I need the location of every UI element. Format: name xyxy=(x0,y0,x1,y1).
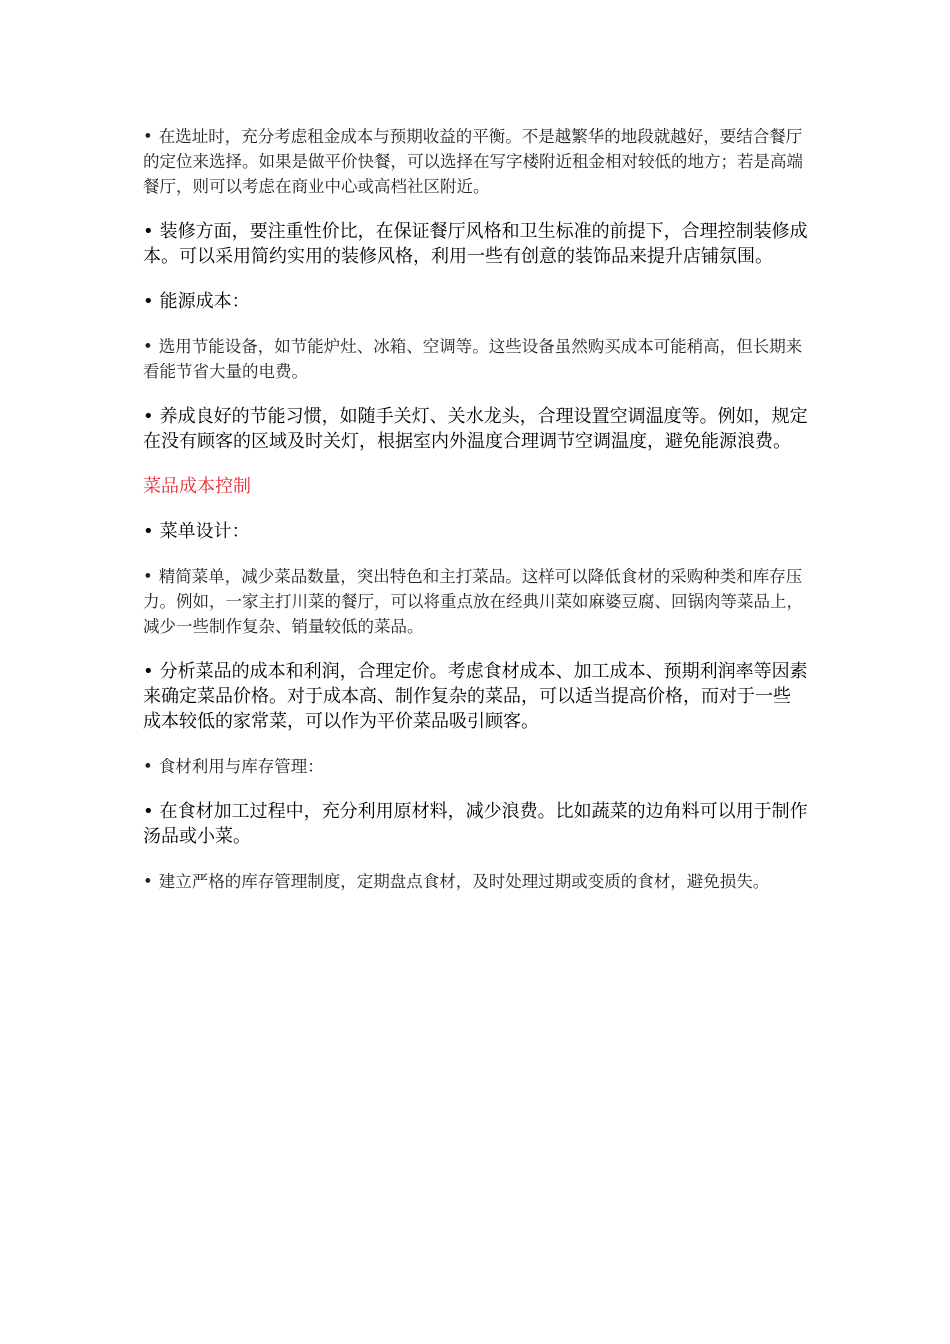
paragraph-inventory-title xyxy=(143,754,808,779)
bullet-marker: • xyxy=(143,801,154,822)
paragraph-text: 能源成本： xyxy=(159,291,250,312)
paragraph-text: 建立严格的库存管理制度，定期盘点食材，及时处理过期或变质的食材，避免损失。 xyxy=(158,872,770,891)
paragraph-text: 分析菜品的成本和利润，合理定价。考虑食材成本、加工成本、预期利润率等因素来确定菜品价格。对于成本高、制作复杂的菜品，可以适当提高价格，而对于一些成本较低的家常菜，可以作为平价菜品吸引顾客。 xyxy=(143,661,808,732)
document-page xyxy=(143,124,808,914)
paragraph-energy-cost-title xyxy=(143,289,808,314)
paragraph-text: 在食材加工过程中，充分利用原材料，减少浪费。比如蔬菜的边角料可以用于制作汤品或小菜。 xyxy=(143,801,808,847)
bullet-marker: • xyxy=(143,337,153,356)
paragraph-inventory-system xyxy=(143,869,808,894)
bullet-marker: • xyxy=(143,221,154,242)
paragraph-energy-habits xyxy=(143,404,808,454)
paragraph-simplify-menu xyxy=(143,564,808,639)
bullet-marker: • xyxy=(143,757,153,776)
paragraph-menu-design-title xyxy=(143,519,808,544)
paragraph-site-selection xyxy=(143,124,808,199)
paragraph-text: 养成良好的节能习惯，如随手关灯、关水龙头，合理设置空调温度等。例如，规定在没有顾客的区域及时关灯，根据室内外温度合理调节空调温度，避免能源浪费。 xyxy=(143,406,808,452)
paragraph-text: 在选址时，充分考虑租金成本与预期收益的平衡。不是越繁华的地段就越好，要结合餐厅的定位来选择。如果是做平价快餐，可以选择在写字楼附近租金相对较低的地方；若是高端餐厅，则可以考虑在商业中心或高档社区附近。 xyxy=(143,127,803,196)
paragraph-text: 菜单设计： xyxy=(159,521,250,542)
paragraph-decoration xyxy=(143,219,808,269)
bullet-marker: • xyxy=(143,127,153,146)
bullet-marker: • xyxy=(143,567,153,586)
section-heading: 菜品成本控制 xyxy=(143,476,251,497)
paragraph-text: 精简菜单，减少菜品数量，突出特色和主打菜品。这样可以降低食材的采购种类和库存压力。例如，一家主打川菜的餐厅，可以将重点放在经典川菜如麻婆豆腐、回锅肉等菜品上，减少一些制作复杂、销量较低的菜品。 xyxy=(143,567,803,636)
bullet-marker: • xyxy=(143,661,154,682)
paragraph-text: 选用节能设备，如节能炉灶、冰箱、空调等。这些设备虽然购买成本可能稍高，但长期来看能节省大量的电费。 xyxy=(143,337,803,381)
bullet-marker: • xyxy=(143,291,154,312)
paragraph-pricing xyxy=(143,659,808,734)
bullet-marker: • xyxy=(143,872,153,891)
bullet-marker: • xyxy=(143,406,154,427)
bullet-marker: • xyxy=(143,521,154,542)
paragraph-text: 装修方面，要注重性价比，在保证餐厅风格和卫生标准的前提下，合理控制装修成本。可以采用简约实用的装修风格，利用一些有创意的装饰品来提升店铺氛围。 xyxy=(143,221,808,267)
paragraph-ingredient-use xyxy=(143,799,808,849)
paragraph-energy-devices xyxy=(143,334,808,384)
paragraph-text: 食材利用与库存管理： xyxy=(158,757,324,776)
